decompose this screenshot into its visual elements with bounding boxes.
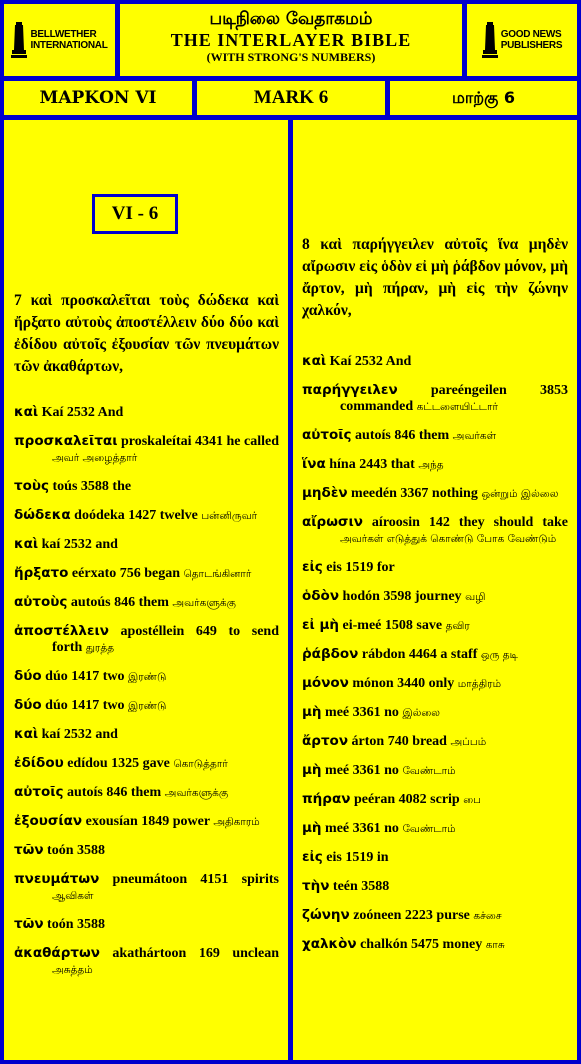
interlinear-entry <box>14 813 279 830</box>
interlinear-entry <box>14 697 279 714</box>
greek-word: ἀποστέλλειν <box>14 623 109 639</box>
greek-word: εἰς <box>302 849 323 865</box>
book-tamil <box>390 81 577 115</box>
greek-word: αὐτοῖς <box>302 427 352 443</box>
transliteration-strongs-gloss: Kaí 2532 And <box>326 354 412 369</box>
greek-word: τῶν <box>14 916 44 932</box>
tamil-gloss: தொடங்கினார் <box>183 568 252 580</box>
greek-word: πήραν <box>302 791 351 807</box>
transliteration-strongs-gloss: eis 1519 in <box>322 850 389 865</box>
bellwether-logo <box>4 4 115 76</box>
tamil-gloss: பன்னிருவர் <box>201 510 258 522</box>
tamil-gloss: இரண்டு <box>128 671 167 683</box>
transliteration-strongs-gloss: hodón 3598 journey <box>339 589 466 604</box>
right-entry-list <box>302 353 568 953</box>
title-tamil: படிநிலை வேதாகமம் <box>209 9 373 29</box>
transliteration-strongs-gloss: dúo 1417 two <box>41 698 129 713</box>
tamil-gloss: மாத்திரம் <box>457 678 502 690</box>
left-entry-list <box>14 404 279 978</box>
tamil-gloss: அப்பம் <box>450 736 487 748</box>
greek-word: ὁδὸν <box>302 588 340 604</box>
tamil-gloss: இரண்டு <box>128 700 167 712</box>
page-title: THE INTERLAYER BIBLE <box>170 30 412 50</box>
transliteration-strongs-gloss: meé 3361 no <box>321 705 403 720</box>
interlinear-entry <box>14 871 279 904</box>
tamil-gloss: துரத்த <box>85 642 115 654</box>
transliteration-strongs-gloss: árton 740 bread <box>348 734 451 749</box>
greek-word: καὶ <box>14 726 39 742</box>
greek-word: καὶ <box>302 353 327 369</box>
interlinear-entry <box>14 668 279 685</box>
interlinear-entry <box>302 559 568 576</box>
transliteration-strongs-gloss: chalkón 5475 money <box>356 937 486 952</box>
interlinear-entry <box>14 536 279 553</box>
interlinear-entry <box>302 456 568 473</box>
greek-word: αἴρωσιν <box>302 514 363 530</box>
transliteration-strongs-gloss: aíroosin 142 they should take <box>362 515 568 530</box>
transliteration-strongs-gloss: peéran 4082 scrip <box>350 792 464 807</box>
interlinear-entry <box>302 907 568 924</box>
tamil-gloss: ஒன்றும் இல்லை <box>481 488 559 500</box>
transliteration-strongs-gloss: apostéllein 649 to send forth <box>52 624 279 655</box>
transliteration-strongs-gloss: zoóneen 2223 purse <box>349 908 474 923</box>
tamil-gloss: அவர் அழைத்தார் <box>52 452 138 464</box>
interlinear-entry <box>14 507 279 524</box>
tamil-gloss: வேண்டாம் <box>402 765 456 777</box>
transliteration-strongs-gloss: autoís 846 them <box>63 785 165 800</box>
interlinear-entry <box>14 784 279 801</box>
transliteration-strongs-gloss: meedén 3367 nothing <box>347 486 482 501</box>
interlinear-entry <box>302 733 568 750</box>
interlinear-entry <box>14 755 279 772</box>
greek-word: δύο <box>14 668 42 684</box>
greek-word: ἐδίδου <box>14 755 64 771</box>
greek-word: μηδὲν <box>302 485 348 501</box>
transliteration-strongs-gloss: toón 3588 <box>43 917 105 932</box>
book-greek-label: ΜΑΡΚΟΝ VI <box>39 88 157 108</box>
tamil-gloss: தவிர <box>445 620 470 632</box>
transliteration-strongs-gloss: rábdon 4464 a staff <box>358 647 481 662</box>
transliteration-strongs-gloss: hína 2443 that <box>325 457 419 472</box>
interlinear-entry <box>302 675 568 692</box>
transliteration-strongs-gloss: teén 3588 <box>329 879 390 894</box>
tamil-gloss: வேண்டாம் <box>402 823 456 835</box>
chapter-label: VI - 6 <box>92 194 178 234</box>
tamil-gloss: ஆவிகள் <box>52 890 94 902</box>
greek-word: τὴν <box>302 878 330 894</box>
tamil-gloss: அவர்களுக்கு <box>164 787 229 799</box>
greek-word: εἰς <box>302 559 323 575</box>
book-greek <box>4 81 192 115</box>
book-tamil-label: மாற்கு 6 <box>452 87 515 107</box>
greek-word: μόνον <box>302 675 349 691</box>
verse-7-text: 7 καὶ προσκαλεῖται τοὺς δώδεκα καὶ ἤρξατο αὐτοὺς ἀποστέλλειν δύο δύο καὶ ἐδίδου αὐτοῖς ἐξουσίαν τῶν πνευμάτων τῶν ἀκαθάρτων, <box>14 292 279 375</box>
greek-word: εἰ μὴ <box>302 617 340 633</box>
tamil-gloss: அவர்களுக்கு <box>172 597 236 609</box>
interlinear-entry <box>14 945 279 978</box>
greek-word: καὶ <box>14 404 39 420</box>
book-english-label: MARK 6 <box>253 87 329 108</box>
greek-word: τῶν <box>14 842 44 858</box>
greek-word: πνευμάτων <box>14 871 100 887</box>
title-block <box>120 4 462 76</box>
interlinear-entry <box>14 594 279 611</box>
interlinear-entry <box>302 791 568 808</box>
greek-word: καὶ <box>14 536 39 552</box>
interlinear-entry <box>302 849 568 866</box>
interlinear-entry <box>302 353 568 370</box>
tamil-gloss: இல்லை <box>402 707 441 719</box>
tamil-gloss: அசுத்தம் <box>52 964 93 976</box>
interlinear-entry <box>302 936 568 953</box>
transliteration-strongs-gloss: proskaleítai 4341 he called <box>117 434 279 449</box>
transliteration-strongs-gloss: kaí 2532 and <box>38 537 118 552</box>
greek-word: μὴ <box>302 762 322 778</box>
logo-line-1: BELLWETHER <box>30 29 97 40</box>
transliteration-strongs-gloss: meé 3361 no <box>321 821 403 836</box>
greek-word: ζώνην <box>302 907 350 923</box>
interlinear-entry <box>14 623 279 656</box>
verse-8-text: 8 καὶ παρήγγειλεν αὐτοῖς ἵνα μηδὲν αἴρωσιν εἰς ὁδὸν εἰ μὴ ῥάβδον μόνον, μὴ ἄρτον, μὴ πήραν, μὴ εἰς τὴν ζώνην χαλκόν, <box>302 236 568 319</box>
greek-word: ἐξουσίαν <box>14 813 83 829</box>
transliteration-strongs-gloss: ei-meé 1508 save <box>339 618 446 633</box>
tamil-gloss: அந்த <box>418 459 444 471</box>
good-news-logo <box>467 4 577 76</box>
transliteration-strongs-gloss: doódeka 1427 twelve <box>70 508 202 523</box>
interlinear-entry <box>302 427 568 444</box>
greek-word: μὴ <box>302 704 322 720</box>
interlinear-entry <box>14 565 279 582</box>
tamil-gloss: வழி <box>465 591 486 603</box>
tamil-gloss: கொடுத்தார் <box>173 758 228 770</box>
page-subtitle: (WITH STRONG'S NUMBERS) <box>206 50 376 64</box>
transliteration-strongs-gloss: mónon 3440 only <box>348 676 458 691</box>
interlinear-entry <box>302 762 568 779</box>
interlinear-entry <box>302 820 568 837</box>
transliteration-strongs-gloss: pneumátoon 4151 spirits <box>99 872 279 887</box>
interlinear-entry <box>14 478 279 495</box>
greek-word: αὐτοὺς <box>14 594 68 610</box>
transliteration-strongs-gloss: kaí 2532 and <box>38 727 118 742</box>
greek-word: δώδεκα <box>14 507 71 523</box>
transliteration-strongs-gloss: toús 3588 the <box>49 479 132 494</box>
logo-line-2: INTERNATIONAL <box>30 40 108 51</box>
logo-line-1: GOOD NEWS <box>500 29 562 40</box>
greek-word: ῥάβδον <box>302 646 359 662</box>
interlinear-entry <box>302 704 568 721</box>
transliteration-strongs-gloss: edídou 1325 gave <box>63 756 174 771</box>
greek-word: χαλκὸν <box>302 936 357 952</box>
interlinear-entry <box>302 588 568 605</box>
bell-icon <box>11 20 27 60</box>
greek-word: ἄρτον <box>302 733 349 749</box>
transliteration-strongs-gloss: autoús 846 them <box>67 595 173 610</box>
tamil-gloss: அதிகாரம் <box>213 816 260 828</box>
tamil-gloss: கட்டளையிட்டார் <box>416 401 498 413</box>
greek-word: παρήγγειλεν <box>302 382 398 398</box>
greek-word: ἤρξατο <box>14 565 69 581</box>
interlinear-entry <box>14 404 279 421</box>
interlinear-entry <box>302 878 568 895</box>
interlinear-entry <box>302 485 568 502</box>
interlinear-entry <box>14 916 279 933</box>
interlinear-entry <box>302 617 568 634</box>
transliteration-strongs-gloss: meé 3361 no <box>321 763 403 778</box>
book-english <box>197 81 385 115</box>
greek-word: ἀκαθάρτων <box>14 945 100 961</box>
transliteration-strongs-gloss: Kaí 2532 And <box>38 405 124 420</box>
transliteration-strongs-gloss: autoís 846 them <box>351 428 453 443</box>
transliteration-strongs-gloss: toón 3588 <box>43 843 105 858</box>
transliteration-strongs-gloss: eis 1519 for <box>322 560 395 575</box>
tamil-gloss: ஒரு தடி <box>480 649 518 661</box>
greek-word: προσκαλεῖται <box>14 433 118 449</box>
transliteration-strongs-gloss: eérxato 756 began <box>68 566 184 581</box>
tamil-gloss: பை <box>463 794 481 806</box>
tamil-gloss: அவர்கள் எடுத்துக் கொண்டு போக வேண்டும் <box>340 533 557 545</box>
tamil-gloss: கச்சை <box>473 910 502 922</box>
interlinear-entry <box>302 646 568 663</box>
greek-word: μὴ <box>302 820 322 836</box>
tamil-gloss: காசு <box>485 939 505 951</box>
logo-line-2: PUBLISHERS <box>500 40 563 51</box>
interlinear-entry <box>302 382 568 415</box>
greek-word: τοὺς <box>14 478 50 494</box>
greek-word: ἵνα <box>302 456 326 472</box>
interlinear-entry <box>302 514 568 547</box>
transliteration-strongs-gloss: dúo 1417 two <box>41 669 129 684</box>
bell-icon <box>482 20 498 60</box>
transliteration-strongs-gloss: akathártoon 169 unclean <box>99 946 279 961</box>
tamil-gloss: அவர்கள் <box>452 430 497 442</box>
transliteration-strongs-gloss: pareéngeilen 3853 commanded <box>340 383 568 414</box>
greek-word: δύο <box>14 697 42 713</box>
interlinear-entry <box>14 433 279 466</box>
greek-word: αὐτοῖς <box>14 784 64 800</box>
transliteration-strongs-gloss: exousían 1849 power <box>82 814 214 829</box>
interlinear-entry <box>14 726 279 743</box>
interlinear-entry <box>14 842 279 859</box>
